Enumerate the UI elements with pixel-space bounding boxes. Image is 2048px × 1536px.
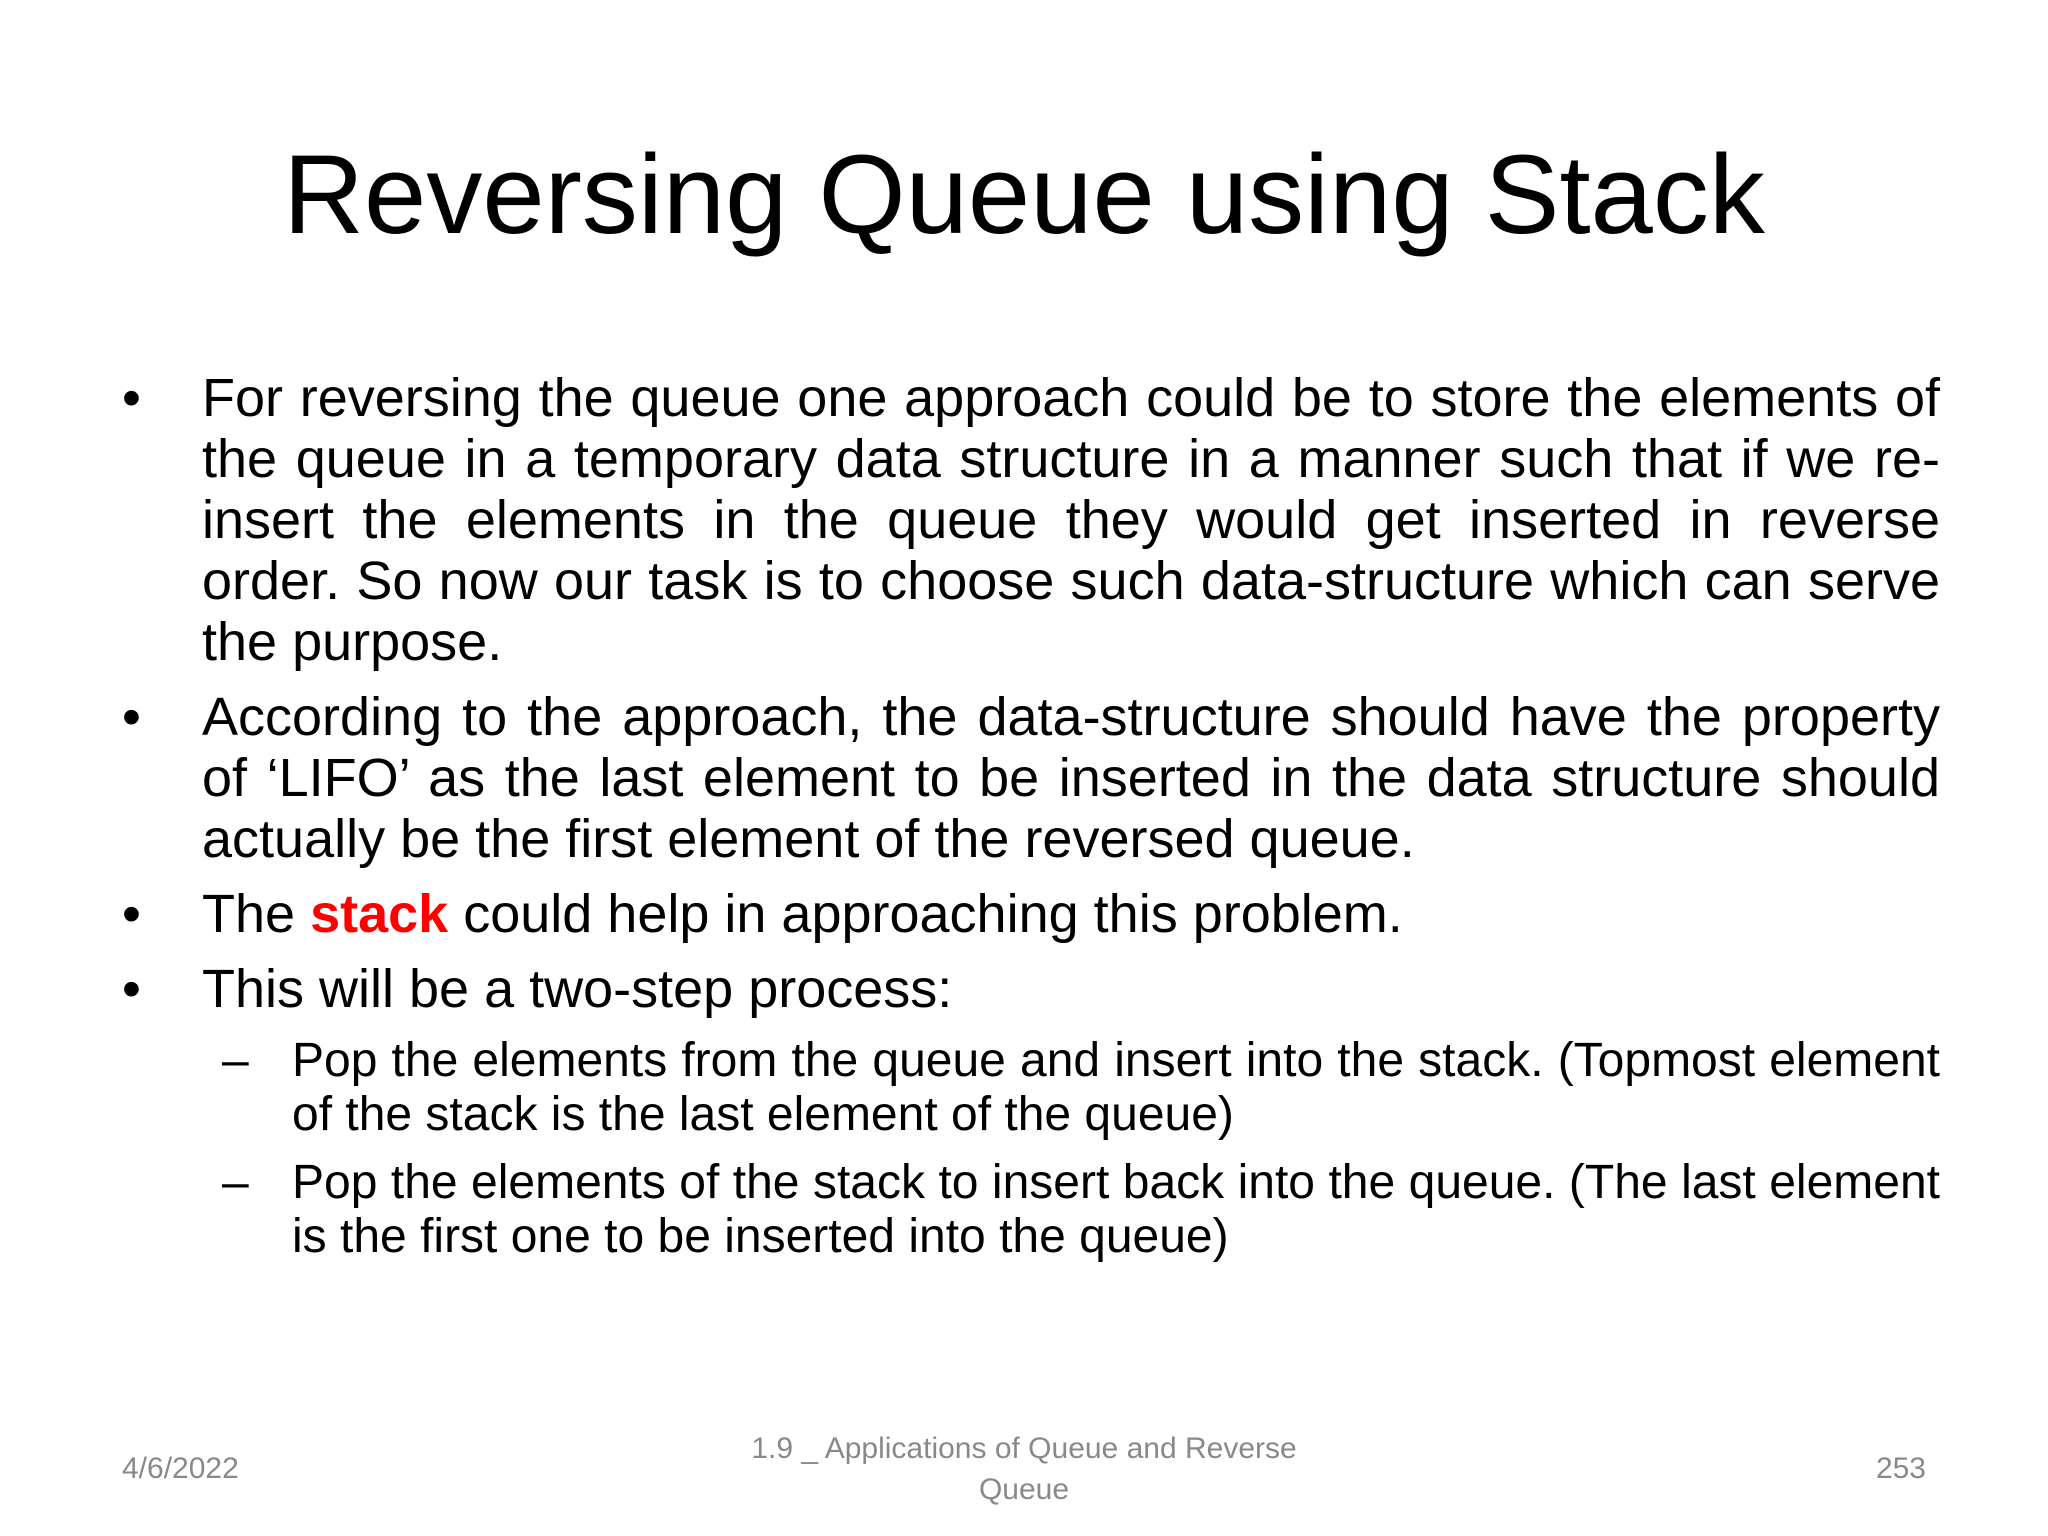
bullet-text-before: The [202,884,311,944]
sub-bullet-marker: – [222,1156,249,1209]
sub-bullet-item-1 [110,1034,1940,1142]
bullet-marker: • [122,884,141,944]
bullet-item-4 [110,959,1940,1020]
bullet-text: This will be a two-step process: [202,959,953,1019]
sub-bullet-item-2 [110,1156,1940,1264]
slide-title: Reversing Queue using Stack [283,132,1765,257]
sub-bullet-text: Pop the elements of the stack to insert back into the queue. (The last element is the first one to be inserted into the queue) [292,1156,1940,1263]
footer-date: 4/6/2022 [122,1452,239,1485]
bullet-marker: • [122,959,141,1019]
bullet-text: According to the approach, the data-structure should have the property of ‘LIFO’ as the last element to be inserted in the data structure should actually be the first element of the reversed queue. [202,687,1940,869]
footer-title-line-1: 1.9 _ Applications of Queue and Reverse [751,1432,1297,1465]
bullet-item-1 [110,368,1940,673]
bullet-item-3 [110,884,1940,945]
footer-title [694,1428,1354,1510]
slide-content [110,368,1940,1278]
footer-title-line-2: Queue [978,1473,1070,1506]
bullet-text-after: could help in approaching this problem. [448,884,1403,944]
sub-bullet-marker: – [222,1034,249,1087]
bullet-marker: • [122,687,141,747]
bullet-text: For reversing the queue one approach could be to store the elements of the queue in a temporary data structure in a manner such that if we re-insert the elements in the queue they would get inserted in reverse order. So now our task is to choose such data-structure which can serve the purpose. [202,368,1940,672]
sub-bullet-text: Pop the elements from the queue and insert into the stack. (Topmost element of the stack is the last element of the queue) [292,1034,1940,1141]
bullet-item-2 [110,687,1940,870]
highlight-word: stack [310,884,449,944]
page-number: 253 [1875,1452,1926,1485]
bullet-marker: • [122,368,141,428]
